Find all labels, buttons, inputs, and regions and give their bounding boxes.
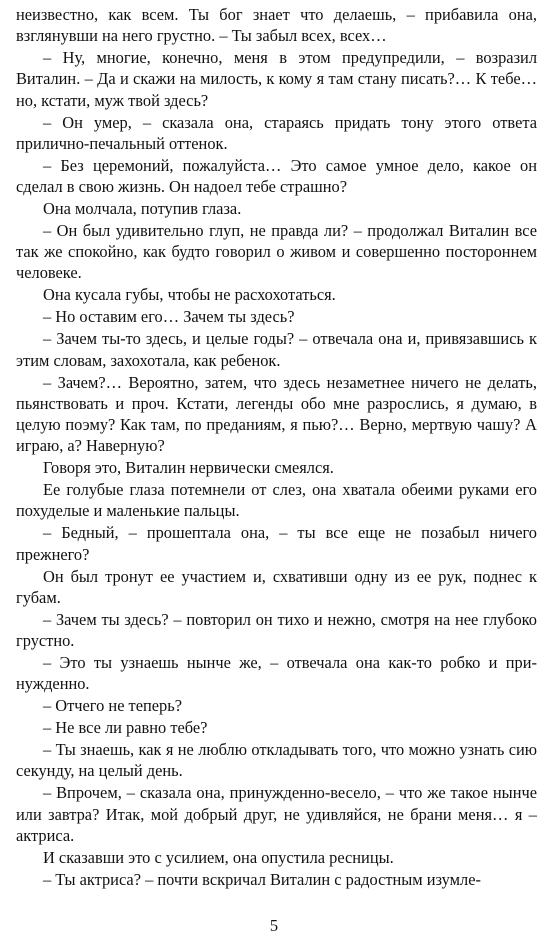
paragraph: – Не все ли равно тебе? xyxy=(43,718,208,738)
paragraph: Ее голубые глаза потемнели от слез, она хватала обеими руками его похуделые и маленькие пальцы. xyxy=(16,480,537,521)
paragraph: – Зачем ты-то здесь, и целые годы? – отвечала она и, привязавшись к этим словам, захохотала, как ребенок. xyxy=(16,329,537,370)
page-body xyxy=(16,4,537,891)
paragraph: – Ты знаешь, как я не люблю откладывать того, что можно узнать сию секунду, на целый день. xyxy=(16,740,537,781)
paragraph: Говоря это, Виталин нервически смеялся. xyxy=(43,458,334,478)
paragraph: – Зачем ты здесь? – повторил он тихо и нежно, смотря на нее глубоко грустно. xyxy=(16,609,537,651)
paragraph: – Но оставим его… Зачем ты здесь? xyxy=(43,307,295,327)
paragraph: – Это ты узнаешь нынче же, – отвечала она как-то робко и принужденно. xyxy=(16,653,537,694)
paragraph: – Зачем?… Вероятно, затем, что здесь незаметнее ничего не делать, пьянствовать и проч. Кстати, легенды обо мне разрослись, я думаю, в целую поэму? Как там, по преданиям, я пью?… Верно, мертвую чашу? А играю, а? Наверную? xyxy=(16,372,537,456)
paragraph: – Впрочем, – сказала она, принужденно-весело, – что же такое нынче или завтра? Итак, мой добрый друг, не удивляйся, не брани меня… я – актриса. xyxy=(16,783,537,845)
paragraph: – Ну, многие, конечно, меня в этом предупредили, – возразил Виталин. – Да и скажи на милость, к кому я там стану писать?… К тебе… но, кстати, муж твой здесь? xyxy=(16,48,537,110)
paragraph: Он был тронут ее участием и, схвативши одну из ее рук, поднес к губам. xyxy=(16,566,537,607)
paragraph: Она молчала, потупив глаза. xyxy=(43,199,242,219)
paragraph: – Отчего не теперь? xyxy=(43,696,182,716)
paragraph: – Ты актриса? – почти вскричал Виталин с радостным изумле- xyxy=(43,869,481,889)
page-number: 5 xyxy=(269,916,279,935)
paragraph: Она кусала губы, чтобы не расхохотаться. xyxy=(43,285,336,305)
paragraph: неизвестно, как всем. Ты бог знает что делаешь, – прибавила она, взглянувши на него грустно. – Ты забыл всех, всех… xyxy=(16,5,537,46)
paragraph: – Он был удивительно глуп, не правда ли? – продолжал Виталин все так же спокойно, как будто говорил о живом и совершенно постороннем человеке. xyxy=(16,221,537,283)
paragraph: – Он умер, – сказала она, стараясь придать тону этого ответа прилично-печальный оттенок. xyxy=(16,112,537,153)
paragraph: И сказавши это с усилием, она опустила ресницы. xyxy=(43,847,394,867)
paragraph: – Без церемоний, пожалуйста… Это самое умное дело, какое он сделал в свою жизнь. Он надоел тебе страшно? xyxy=(16,155,537,197)
paragraph: – Бедный, – прошептала она, – ты все еще не позабыл ничего прежнего? xyxy=(16,523,537,564)
